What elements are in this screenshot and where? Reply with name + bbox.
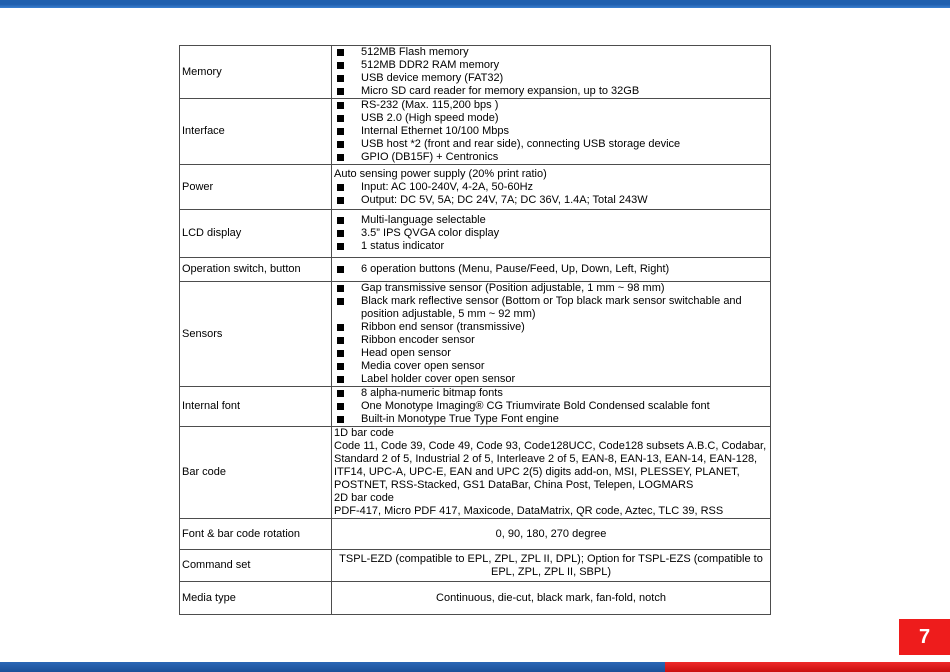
spec-row xyxy=(180,427,771,519)
bullet-item: 512MB Flash memory xyxy=(334,46,768,59)
top-banner-stripe xyxy=(0,0,950,8)
spec-label: Memory xyxy=(180,46,332,99)
spec-value xyxy=(332,46,771,99)
bullet-item: Output: DC 5V, 5A; DC 24V, 7A; DC 36V, 1.4A; Total 243W xyxy=(334,194,768,207)
spec-value xyxy=(332,519,771,550)
bullet-item: Multi-language selectable xyxy=(334,214,768,227)
spec-value-text: Continuous, die-cut, black mark, fan-fold, notch xyxy=(436,591,666,604)
bullet-item: USB device memory (FAT32) xyxy=(334,72,768,85)
bottom-stripe-blue xyxy=(0,662,665,672)
bullet-item: GPIO (DB15F) + Centronics xyxy=(334,151,768,164)
bullet-item: Input: AC 100-240V, 4-2A, 50-60Hz xyxy=(334,181,768,194)
bullet-item: Media cover open sensor xyxy=(334,360,768,373)
bottom-stripe-red xyxy=(665,662,950,672)
spec-label: Command set xyxy=(180,550,332,582)
spec-label: Sensors xyxy=(180,282,332,387)
bottom-banner-stripe xyxy=(0,662,950,672)
spec-value xyxy=(332,387,771,427)
bullet-item: 8 alpha-numeric bitmap fonts xyxy=(334,387,768,400)
spec-value-line: PDF-417, Micro PDF 417, Maxicode, DataMatrix, QR code, Aztec, TLC 39, RSS xyxy=(334,505,724,517)
spec-label: Bar code xyxy=(180,427,332,519)
spec-value-text: TSPL-EZD (compatible to EPL, ZPL, ZPL II, DPL); Option for TSPL-EZS (compatible to EPL, ZPL, ZPL II, SBPL) xyxy=(339,552,763,578)
spec-row xyxy=(180,99,771,165)
spec-label: Font & bar code rotation xyxy=(180,519,332,550)
bullet-item: Micro SD card reader for memory expansion, up to 32GB xyxy=(334,85,768,98)
spec-value xyxy=(332,582,771,615)
spec-label: Power xyxy=(180,165,332,210)
spec-label: Internal font xyxy=(180,387,332,427)
spec-row xyxy=(180,282,771,387)
spec-row xyxy=(180,550,771,582)
spec-label: Interface xyxy=(180,99,332,165)
spec-table xyxy=(179,45,771,615)
spec-value xyxy=(332,550,771,582)
bullet-item: Ribbon encoder sensor xyxy=(334,334,768,347)
bullet-list xyxy=(334,263,768,276)
bullet-item: Internal Ethernet 10/100 Mbps xyxy=(334,125,768,138)
spec-row xyxy=(180,165,771,210)
bullet-item: Gap transmissive sensor (Position adjustable, 1 mm ~ 98 mm) xyxy=(334,282,768,295)
spec-row xyxy=(180,258,771,282)
bullet-item: Ribbon end sensor (transmissive) xyxy=(334,321,768,334)
spec-label: LCD display xyxy=(180,210,332,258)
bullet-item: Head open sensor xyxy=(334,347,768,360)
spec-row xyxy=(180,519,771,550)
spec-label: Operation switch, button xyxy=(180,258,332,282)
spec-value-line: 2D bar code xyxy=(334,492,394,504)
spec-value-line: 1D bar code xyxy=(334,427,394,439)
spec-value-line: Auto sensing power supply (20% print ratio) xyxy=(334,167,547,180)
bullet-list xyxy=(334,387,768,426)
bullet-list xyxy=(334,282,768,386)
bullet-list xyxy=(334,46,768,98)
spec-value xyxy=(332,258,771,282)
bullet-item: 1 status indicator xyxy=(334,240,768,253)
bullet-item: USB 2.0 (High speed mode) xyxy=(334,112,768,125)
spec-value-line: Code 11, Code 39, Code 49, Code 93, Code128UCC, Code128 subsets A.B.C, Codabar, Standard 2 of 5, Industrial 2 of 5, Interleave 2 of 5, EAN-8, EAN-13, EAN-14, EAN-128, ITF14, UPC-A, UPC-E, EAN and UPC 2(5) digits add-on, MSI, PLESSEY, PLANET, POSTNET, RSS-Stacked, GS1 DataBar, China Post, Telepen, LOGMARS xyxy=(334,440,767,491)
spec-value xyxy=(332,210,771,258)
bullet-item: 512MB DDR2 RAM memory xyxy=(334,59,768,72)
spec-value xyxy=(332,427,771,519)
spec-value xyxy=(332,282,771,387)
bullet-item: 6 operation buttons (Menu, Pause/Feed, Up, Down, Left, Right) xyxy=(334,263,768,276)
spec-row xyxy=(180,387,771,427)
page-number: 7 xyxy=(918,625,931,648)
spec-row xyxy=(180,582,771,615)
page-number-badge xyxy=(899,619,950,655)
bullet-item: USB host *2 (front and rear side), connecting USB storage device xyxy=(334,138,768,151)
spec-row xyxy=(180,46,771,99)
bullet-list xyxy=(334,214,768,253)
spec-value xyxy=(332,165,771,210)
bullet-item: Black mark reflective sensor (Bottom or Top black mark sensor switchable and position adjustable, 5 mm ~ 92 mm) xyxy=(334,295,768,321)
spec-value xyxy=(332,99,771,165)
bullet-list xyxy=(334,99,768,164)
bullet-item: RS-232 (Max. 115,200 bps ) xyxy=(334,99,768,112)
spec-label: Media type xyxy=(180,582,332,615)
spec-row xyxy=(180,210,771,258)
bullet-item: Built-in Monotype True Type Font engine xyxy=(334,413,768,426)
bullet-item: 3.5” IPS QVGA color display xyxy=(334,227,768,240)
bullet-item: One Monotype Imaging® CG Triumvirate Bold Condensed scalable font xyxy=(334,400,768,413)
spec-value-text: 0, 90, 180, 270 degree xyxy=(495,527,607,540)
bullet-list xyxy=(334,181,768,207)
bullet-item: Label holder cover open sensor xyxy=(334,373,768,386)
